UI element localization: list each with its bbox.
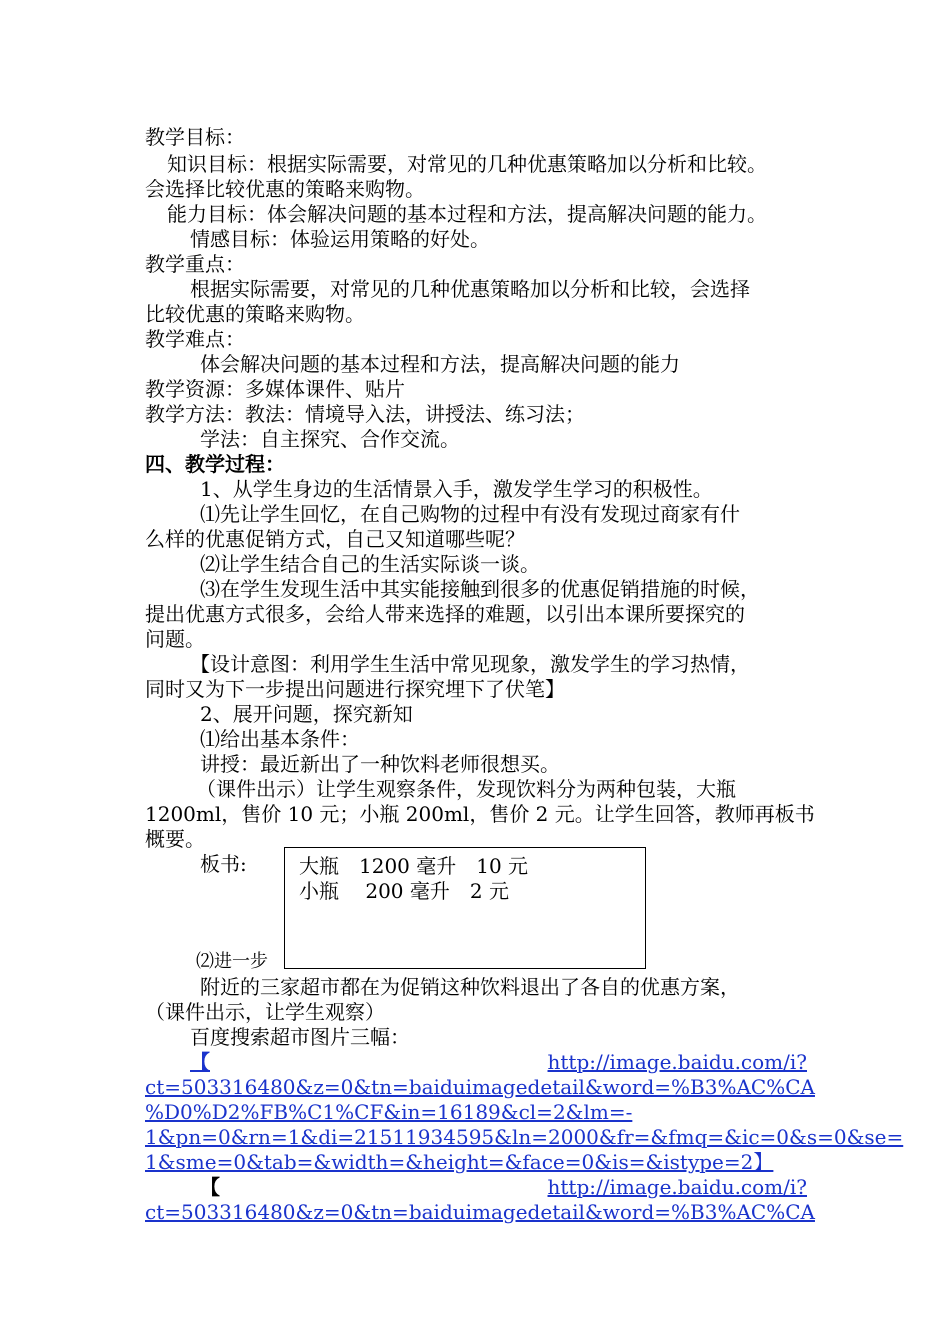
text-resources: 教学资源：多媒体课件、贴片 [145, 377, 405, 401]
heading-teaching-goals: 教学目标： [145, 125, 245, 149]
text-supermarkets: 附近的三家超市都在为促销这种饮料退出了各自的优惠方案， [200, 975, 740, 999]
text-step1: 1、从学生身边的生活情景入手，激发学生学习的积极性。 [200, 477, 713, 501]
text-emotion-goal: 情感目标：体验运用策略的好处。 [190, 227, 490, 251]
board-row-large: 大瓶 1200 毫升 10 元 [299, 854, 529, 878]
heading-key-points: 教学重点： [145, 252, 245, 276]
link-url-start: http://image.baidu.com/i? [547, 1050, 807, 1074]
text-step2: 2、展开问题，探究新知 [200, 702, 413, 726]
board-row-small: 小瓶 200 毫升 2 元 [299, 879, 509, 903]
text-step1-item2: ⑵让学生结合自己的生活实际谈一谈。 [200, 552, 540, 576]
text-lecture: 讲授：最近新出了一种饮料老师很想买。 [200, 752, 560, 776]
text-design-intent-cont: 同时又为下一步提出问题进行探究埋下了伏笔】 [145, 677, 565, 701]
text-courseware: （课件出示）让学生观察条件，发现饮料分为两种包装，大瓶 [196, 777, 736, 801]
link2-url-start: http://image.baidu.com/i? [547, 1175, 807, 1199]
text-knowledge-goal-cont: 会选择比较优惠的策略来购物。 [145, 177, 425, 201]
text-step1-item1-cont: 么样的优惠促销方式，自己又知道哪些呢？ [145, 527, 525, 551]
heading-teaching-process: 四、教学过程： [145, 452, 285, 476]
text-board-label: 板书: [200, 852, 247, 876]
link-image-1-line3[interactable]: %D0%D2%FB%C1%CF&in=16189&cl=2&lm=- [145, 1100, 633, 1124]
text-supermarkets-cont: （课件出示，让学生观察） [145, 1000, 385, 1024]
text-courseware-end: 概要。 [145, 827, 205, 851]
text-key-points-cont: 比较优惠的策略来购物。 [145, 302, 365, 326]
text-courseware-cont: 1200ml，售价 10 元；小瓶 200ml，售价 2 元。让学生回答，教师再板书 [145, 802, 815, 826]
link-image-2-line2[interactable]: ct=503316480&z=0&tn=baiduimagedetail&word=%B3%AC%CA [145, 1200, 815, 1224]
text-study-method: 学法：自主探究、合作交流。 [200, 427, 460, 451]
text-step2-item2: ⑵进一步 [196, 951, 268, 972]
text-baidu-search: 百度搜索超市图片三幅： [190, 1025, 410, 1049]
text-design-intent: 【设计意图：利用学生生活中常见现象，激发学生的学习热情， [190, 652, 750, 676]
text-step2-item1: ⑴给出基本条件： [200, 727, 360, 751]
text-knowledge-goal: 知识目标：根据实际需要，对常见的几种优惠策略加以分析和比较。 [167, 152, 767, 176]
text-step1-item3: ⑶在学生发现生活中其实能接触到很多的优惠促销措施的时候， [200, 577, 760, 601]
link-image-1-line5[interactable]: 1&sme=0&tab=&width=&height=&face=0&is=&istype=2】 [145, 1150, 774, 1174]
blackboard-box [284, 847, 646, 969]
link-image-1-line2[interactable]: ct=503316480&z=0&tn=baiduimagedetail&word=%B3%AC%CA [145, 1075, 815, 1099]
text-step1-item3-end: 问题。 [145, 627, 205, 651]
link-bracket-open: 【 [190, 1050, 210, 1074]
link2-bracket-open: 【 [200, 1175, 220, 1199]
heading-difficulties: 教学难点： [145, 327, 245, 351]
link-image-1-line4[interactable]: 1&pn=0&rn=1&di=21511934595&ln=2000&fr=&fmq=&ic=0&s=0&se= [145, 1125, 904, 1149]
text-step1-item1: ⑴先让学生回忆，在自己购物的过程中有没有发现过商家有什 [200, 502, 740, 526]
text-ability-goal: 能力目标：体会解决问题的基本过程和方法，提高解决问题的能力。 [167, 202, 767, 226]
text-difficulties: 体会解决问题的基本过程和方法，提高解决问题的能力 [200, 352, 680, 376]
text-key-points: 根据实际需要，对常见的几种优惠策略加以分析和比较，会选择 [190, 277, 750, 301]
link-image-1[interactable] [190, 1050, 807, 1074]
link-image-2[interactable] [200, 1175, 807, 1199]
text-methods: 教学方法：教法：情境导入法，讲授法、练习法； [145, 402, 585, 426]
text-step1-item3-cont: 提出优惠方式很多，会给人带来选择的难题，以引出本课所要探究的 [145, 602, 745, 626]
